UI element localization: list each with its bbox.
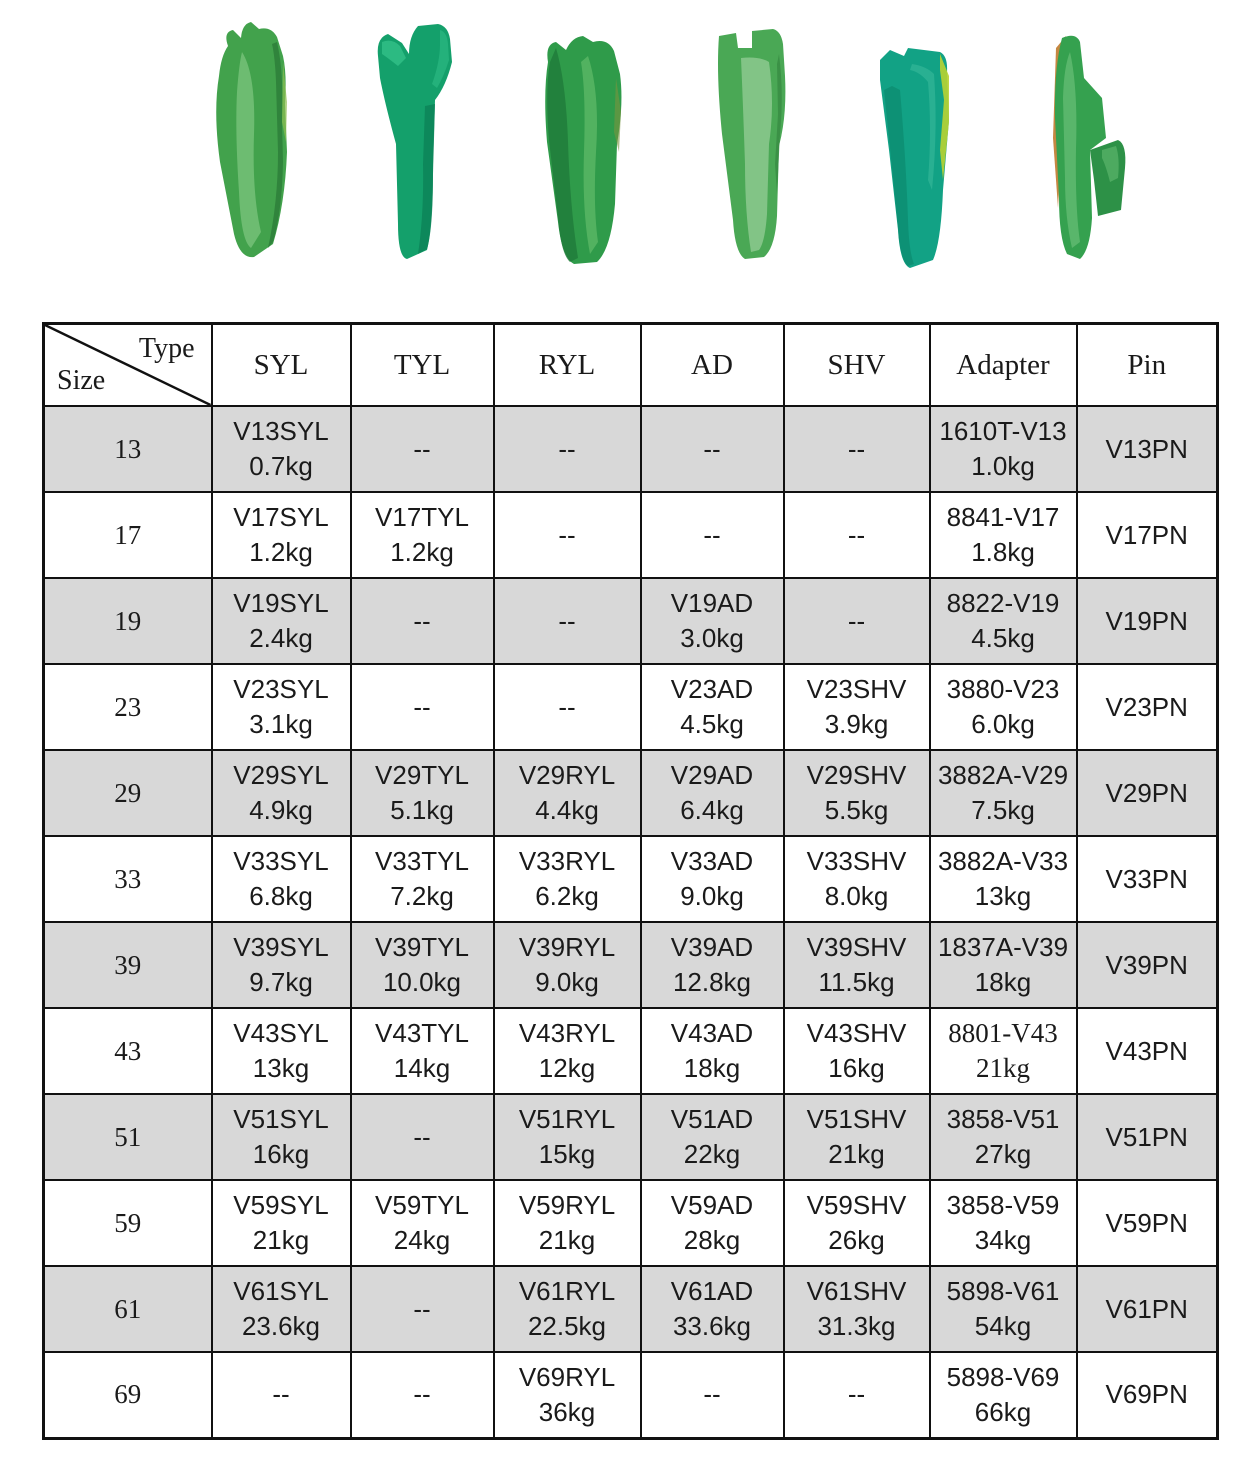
size-cell: 17 — [44, 492, 212, 578]
part-cell-line: V43SHV — [806, 1018, 907, 1048]
part-cell-line: 6.0kg — [971, 709, 1035, 739]
part-cell-line: 22kg — [683, 1139, 741, 1169]
corner-type-label: Type — [138, 333, 195, 364]
part-cell-line: 1837A-V39 — [937, 932, 1069, 962]
part-cell — [1077, 922, 1218, 1008]
spec-table-body — [44, 406, 1218, 1438]
part-cell-line: 3858-V51 — [946, 1104, 1060, 1134]
part-cell-line: -- — [847, 1379, 866, 1410]
part-cell — [784, 1352, 930, 1438]
part-cell-line: V17PN — [1105, 519, 1188, 550]
part-cell — [494, 836, 641, 922]
part-cell-line: -- — [847, 519, 866, 550]
part-cell-line: 14kg — [393, 1053, 451, 1083]
part-cell-line: 1.2kg — [390, 537, 454, 567]
part-cell — [641, 750, 784, 836]
part-cell-line: V51AD — [670, 1104, 754, 1134]
part-cell-line: 3.1kg — [249, 709, 313, 739]
part-cell-line: V59TYL — [375, 1190, 469, 1220]
part-cell-line: V33RYL — [518, 846, 616, 876]
part-cell-line: V29PN — [1105, 777, 1188, 808]
part-cell-line: V51SHV — [806, 1104, 907, 1134]
part-cell-line: V51RYL — [518, 1104, 616, 1134]
part-cell — [1077, 406, 1218, 492]
part-cell-line: 3.9kg — [824, 709, 889, 739]
part-cell-line: V13SYL — [233, 416, 329, 446]
part-cell-line: V61SYL — [233, 1276, 329, 1306]
part-cell-line: V23AD — [670, 674, 754, 704]
part-cell-line: -- — [413, 1293, 431, 1324]
size-cell: 29 — [44, 750, 212, 836]
size-cell: 43 — [44, 1008, 212, 1094]
part-cell — [494, 1008, 641, 1094]
part-cell-line: V59SYL — [233, 1190, 329, 1220]
column-header-ryl: RYL — [494, 324, 641, 407]
part-cell-line: V39SHV — [806, 932, 907, 962]
part-cell-line: V33PN — [1105, 863, 1188, 894]
part-cell — [930, 406, 1077, 492]
column-header-shv: SHV — [784, 324, 930, 407]
part-cell — [784, 664, 930, 750]
part-cell — [641, 664, 784, 750]
part-cell — [641, 1180, 784, 1266]
part-cell — [641, 922, 784, 1008]
table-row — [44, 836, 1218, 922]
part-cell-line: 33.6kg — [672, 1311, 752, 1341]
part-cell-line: V43TYL — [375, 1018, 469, 1048]
part-cell — [1077, 1008, 1218, 1094]
part-cell-line: V29SYL — [233, 760, 329, 790]
part-cell-line: -- — [413, 691, 431, 722]
column-header-adapter: Adapter — [930, 324, 1077, 407]
part-cell-line: 8.0kg — [824, 881, 889, 911]
part-cell — [351, 1094, 494, 1180]
part-cell-line: 5898-V61 — [946, 1276, 1060, 1306]
table-row — [44, 750, 1218, 836]
part-cell-line: 6.4kg — [680, 795, 744, 825]
size-cell: 19 — [44, 578, 212, 664]
part-cell — [784, 922, 930, 1008]
part-cell-line: 13kg — [974, 881, 1032, 911]
part-cell-line: 12.8kg — [672, 967, 752, 997]
table-row — [44, 1352, 1218, 1438]
part-cell-line: -- — [413, 1379, 431, 1410]
part-cell — [351, 406, 494, 492]
part-cell-line: 9.0kg — [535, 967, 599, 997]
size-cell: 33 — [44, 836, 212, 922]
part-cell-line: V59RYL — [518, 1190, 616, 1220]
part-cell — [1077, 492, 1218, 578]
part-cell-line: 5898-V69 — [946, 1361, 1060, 1392]
part-cell-line: 11.5kg — [818, 967, 895, 997]
part-cell-line: V61SHV — [806, 1276, 907, 1306]
part-cell — [930, 1094, 1077, 1180]
part-cell — [930, 578, 1077, 664]
part-cell — [784, 836, 930, 922]
table-row — [44, 1180, 1218, 1266]
size-cell: 13 — [44, 406, 212, 492]
part-cell-line: V61AD — [670, 1276, 754, 1306]
part-cell-line: V43RYL — [518, 1018, 616, 1048]
part-cell — [930, 1352, 1077, 1438]
part-cell-line: -- — [558, 433, 576, 464]
size-cell: 51 — [44, 1094, 212, 1180]
part-cell-line: V29AD — [670, 760, 754, 790]
part-cell-line: 8801-V43 — [948, 1018, 1058, 1048]
part-cell — [351, 1180, 494, 1266]
part-cell — [784, 1180, 930, 1266]
part-cell-line: 7.2kg — [390, 881, 454, 911]
part-cell-line: 31.3kg — [817, 1311, 896, 1341]
part-cell — [930, 492, 1077, 578]
part-cell — [930, 664, 1077, 750]
part-cell-line: V23SHV — [806, 674, 907, 704]
part-cell-line: -- — [413, 433, 431, 464]
part-cell-line: V61RYL — [518, 1276, 616, 1306]
bucket-tooth-photo-1 — [190, 12, 318, 264]
part-cell-line: -- — [847, 433, 866, 464]
product-photo-strip — [0, 0, 1252, 300]
part-cell — [1077, 750, 1218, 836]
part-cell-line: 22.5kg — [527, 1311, 607, 1341]
corner-size-label: Size — [57, 365, 106, 396]
part-cell-line: 34kg — [974, 1225, 1032, 1255]
part-cell-line: 15kg — [538, 1139, 596, 1169]
part-cell — [784, 1008, 930, 1094]
part-cell-line: V39TYL — [375, 932, 469, 962]
part-cell — [930, 922, 1077, 1008]
part-cell-line: 5.1kg — [390, 795, 454, 825]
part-cell — [930, 1266, 1077, 1352]
part-cell — [641, 836, 784, 922]
part-cell-line: 27kg — [974, 1139, 1032, 1169]
bucket-tooth-photo-3 — [518, 22, 650, 268]
part-cell — [351, 1008, 494, 1094]
part-cell-line: 7.5kg — [971, 795, 1035, 825]
size-cell: 61 — [44, 1266, 212, 1352]
part-cell-line: 24kg — [393, 1225, 451, 1255]
column-header-pin: Pin — [1077, 324, 1218, 407]
part-cell-line: V59SHV — [806, 1190, 907, 1220]
part-cell — [351, 1352, 494, 1438]
table-row — [44, 1008, 1218, 1094]
part-cell-line: 4.5kg — [680, 709, 744, 739]
part-cell-line: V59AD — [670, 1190, 754, 1220]
part-cell — [494, 492, 641, 578]
part-cell — [1077, 1094, 1218, 1180]
part-cell — [494, 750, 641, 836]
bucket-tooth-photo-4 — [693, 14, 805, 266]
part-cell — [212, 922, 351, 1008]
part-cell — [494, 664, 641, 750]
part-cell-line: V69PN — [1105, 1379, 1188, 1410]
part-cell-line: -- — [558, 691, 576, 722]
part-cell — [212, 836, 351, 922]
part-cell — [212, 578, 351, 664]
bucket-tooth-photo-5 — [852, 30, 968, 270]
part-cell-line: -- — [847, 605, 866, 636]
part-cell-line: 16kg — [252, 1139, 310, 1169]
part-cell — [641, 1266, 784, 1352]
size-cell: 39 — [44, 922, 212, 1008]
part-cell-line: V33SYL — [233, 846, 329, 876]
part-cell-line: V33SHV — [806, 846, 907, 876]
part-cell — [1077, 1266, 1218, 1352]
part-cell-line: 3858-V59 — [946, 1190, 1060, 1220]
part-cell-line: 9.7kg — [249, 967, 313, 997]
part-cell — [784, 1094, 930, 1180]
part-cell — [641, 1008, 784, 1094]
part-cell — [784, 750, 930, 836]
part-cell-line: 3880-V23 — [946, 674, 1060, 704]
table-row — [44, 1266, 1218, 1352]
part-cell — [930, 836, 1077, 922]
part-cell-line: V33TYL — [375, 846, 469, 876]
part-cell-line: 3882A-V29 — [937, 760, 1069, 790]
part-cell-line: V51SYL — [233, 1104, 329, 1134]
corner-header-cell — [44, 324, 212, 407]
part-cell — [930, 1008, 1077, 1094]
part-cell — [212, 1352, 351, 1438]
part-cell — [494, 922, 641, 1008]
part-cell — [351, 664, 494, 750]
part-cell-line: V29RYL — [518, 760, 616, 790]
part-cell — [930, 750, 1077, 836]
part-cell-line: V61PN — [1105, 1293, 1188, 1324]
size-cell: 59 — [44, 1180, 212, 1266]
part-cell-line: 23.6kg — [241, 1311, 321, 1341]
part-cell-line: 26kg — [828, 1225, 885, 1255]
part-cell — [212, 406, 351, 492]
part-cell — [351, 492, 494, 578]
part-cell-line: 12kg — [538, 1053, 596, 1083]
table-row — [44, 664, 1218, 750]
part-cell — [784, 1266, 930, 1352]
part-cell — [1077, 1352, 1218, 1438]
part-cell-line: V43SYL — [233, 1018, 329, 1048]
part-cell — [494, 1352, 641, 1438]
part-cell-line: V43AD — [670, 1018, 754, 1048]
column-header-syl: SYL — [212, 324, 351, 407]
part-cell-line: -- — [703, 519, 721, 550]
size-cell: 23 — [44, 664, 212, 750]
table-row — [44, 922, 1218, 1008]
part-cell-line: 18kg — [683, 1053, 741, 1083]
table-row — [44, 578, 1218, 664]
table-row — [44, 406, 1218, 492]
part-cell-line: 13kg — [252, 1053, 310, 1083]
part-cell-line: 66kg — [974, 1396, 1032, 1427]
part-cell-line: 36kg — [538, 1396, 596, 1427]
part-cell — [494, 1266, 641, 1352]
part-cell-line: 4.9kg — [249, 795, 313, 825]
part-cell-line: 0.7kg — [249, 451, 313, 481]
part-cell-line: 1.2kg — [249, 537, 313, 567]
part-cell-line: V33AD — [670, 846, 754, 876]
part-cell — [494, 406, 641, 492]
part-cell-line: V69RYL — [518, 1361, 616, 1392]
header-row — [44, 324, 1218, 407]
part-cell-line: 21kg — [252, 1225, 310, 1255]
part-cell-line: 16kg — [828, 1053, 885, 1083]
part-cell-line: V23PN — [1105, 691, 1188, 722]
part-cell — [641, 578, 784, 664]
part-cell — [1077, 836, 1218, 922]
part-cell-line: 21kg — [976, 1053, 1030, 1083]
part-cell-line: 4.5kg — [971, 623, 1035, 653]
part-cell-line: 3882A-V33 — [937, 846, 1069, 876]
parts-spec-table — [42, 322, 1219, 1440]
size-cell: 69 — [44, 1352, 212, 1438]
bucket-tooth-photo-2 — [352, 14, 482, 266]
part-cell — [784, 492, 930, 578]
part-cell-line: 21kg — [538, 1225, 596, 1255]
part-cell — [1077, 578, 1218, 664]
part-cell-line: 21kg — [828, 1139, 885, 1169]
part-cell-line: 3.0kg — [680, 623, 744, 653]
part-cell-line: V39AD — [670, 932, 754, 962]
column-header-tyl: TYL — [351, 324, 494, 407]
table-row — [44, 492, 1218, 578]
part-cell — [351, 1266, 494, 1352]
part-cell — [784, 578, 930, 664]
part-cell-line: V51PN — [1105, 1121, 1188, 1152]
part-cell-line: V59PN — [1105, 1207, 1188, 1238]
part-cell — [351, 922, 494, 1008]
part-cell-line: 18kg — [974, 967, 1032, 997]
part-cell — [494, 1180, 641, 1266]
part-cell — [212, 1266, 351, 1352]
part-cell-line: V29SHV — [806, 760, 907, 790]
part-cell-line: V39SYL — [233, 932, 329, 962]
part-cell — [641, 406, 784, 492]
part-cell-line: 5.5kg — [824, 795, 889, 825]
part-cell — [494, 1094, 641, 1180]
part-cell-line: V17SYL — [233, 502, 329, 532]
part-cell-line: -- — [558, 519, 576, 550]
part-cell — [930, 1180, 1077, 1266]
part-cell-line: -- — [703, 1379, 721, 1410]
part-cell — [212, 492, 351, 578]
part-cell — [351, 836, 494, 922]
part-cell-line: 1.8kg — [971, 537, 1035, 567]
part-cell-line: 4.4kg — [535, 795, 599, 825]
part-cell-line: V19AD — [670, 588, 754, 618]
part-cell — [1077, 664, 1218, 750]
part-cell — [212, 1094, 351, 1180]
part-cell — [1077, 1180, 1218, 1266]
table-row — [44, 1094, 1218, 1180]
part-cell-line: -- — [272, 1379, 290, 1410]
part-cell-line: V43PN — [1105, 1035, 1188, 1066]
part-cell — [641, 492, 784, 578]
part-cell-line: V23SYL — [233, 674, 329, 704]
part-cell-line: V39PN — [1105, 949, 1188, 980]
part-cell-line: 6.8kg — [249, 881, 313, 911]
part-cell-line: 6.2kg — [535, 881, 599, 911]
part-cell — [212, 1180, 351, 1266]
part-cell-line: V39RYL — [518, 932, 616, 962]
part-cell — [212, 750, 351, 836]
part-cell — [212, 1008, 351, 1094]
part-cell-line: 1.0kg — [971, 451, 1035, 481]
part-cell-line: 10.0kg — [382, 967, 462, 997]
part-cell — [641, 1352, 784, 1438]
part-cell — [784, 406, 930, 492]
part-cell-line: 8822-V19 — [946, 588, 1060, 618]
part-cell — [641, 1094, 784, 1180]
part-cell-line: V13PN — [1105, 433, 1188, 464]
part-cell-line: -- — [413, 1121, 431, 1152]
part-cell-line: 8841-V17 — [946, 502, 1060, 532]
part-cell-line: V19SYL — [233, 588, 329, 618]
part-cell-line: V19PN — [1105, 605, 1188, 636]
bucket-tooth-photo-6 — [1020, 18, 1132, 266]
part-cell-line: 2.4kg — [249, 623, 313, 653]
part-cell-line: V17TYL — [375, 502, 469, 532]
part-cell — [494, 578, 641, 664]
part-cell — [351, 578, 494, 664]
part-cell-line: 9.0kg — [680, 881, 744, 911]
part-cell-line: 1610T-V13 — [939, 416, 1067, 446]
part-cell-line: -- — [558, 605, 576, 636]
part-cell-line: 54kg — [974, 1311, 1032, 1341]
column-header-ad: AD — [641, 324, 784, 407]
part-cell — [351, 750, 494, 836]
part-cell-line: -- — [703, 433, 721, 464]
part-cell-line: -- — [413, 605, 431, 636]
part-cell-line: 28kg — [683, 1225, 741, 1255]
part-cell-line: V29TYL — [375, 760, 469, 790]
part-cell — [212, 664, 351, 750]
